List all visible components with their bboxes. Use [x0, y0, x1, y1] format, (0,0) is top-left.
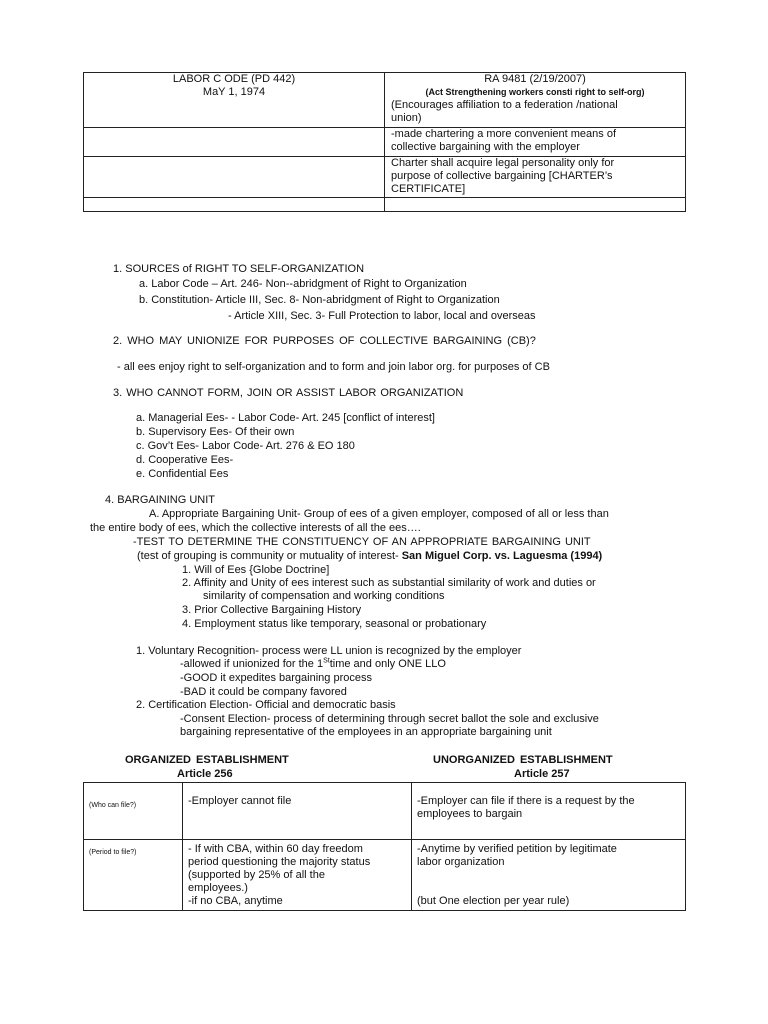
table-row: [84, 157, 686, 198]
section-2-heading: 2. WHO MAY UNIONIZE FOR PURPOSES OF COLLECTIVE BARGAINING (CB)?: [113, 335, 536, 347]
superscript: St: [323, 657, 330, 665]
section-4-definition: A. Appropriate Bargaining Unit- Group of ees of a given employer, composed of all or less than: [149, 508, 609, 520]
list-item: c. Gov’t Ees- Labor Code- Art. 276 & EO 180: [136, 440, 355, 452]
cell-text: -made chartering a more convenient means of: [391, 128, 617, 140]
certification-election: 2. Certification Election- Official and democratic basis: [136, 699, 396, 711]
table-cell: [385, 128, 686, 157]
table-cell: [385, 73, 686, 128]
case-citation: San Miguel Corp. vs. Laguesma (1994): [401, 550, 603, 562]
ra-subheader: (Act Strengthening workers consti right to self-org): [425, 87, 645, 97]
cell-text: period questioning the majority status: [188, 856, 371, 868]
list-item-cont: similarity of compensation and working conditions: [203, 590, 445, 602]
voluntary-good: -GOOD it expedites bargaining process: [180, 672, 372, 684]
table-row: [84, 783, 686, 840]
row-label: (Period to file?): [89, 849, 137, 856]
table-cell: [84, 840, 183, 911]
ra-note-cont: union): [391, 112, 422, 124]
cell-text: collective bargaining with the employer: [391, 141, 580, 153]
list-item: a. Managerial Ees- - Labor Code- Art. 245 [conflict of interest]: [136, 412, 435, 424]
section-1-item-b-cont: - Article XIII, Sec. 3- Full Protection to labor, local and overseas: [228, 310, 536, 322]
voluntary-note: [180, 658, 446, 670]
labor-code-date: MaY 1, 1974: [202, 86, 266, 98]
table-cell: [183, 783, 412, 840]
table-cell: [84, 157, 385, 198]
consent-election-cont: bargaining representative of the employees in an appropriate bargaining unit: [180, 726, 552, 738]
cell-text: -Employer cannot file: [188, 795, 292, 807]
organized-title: ORGANIZED ESTABLISHMENT: [125, 754, 289, 766]
cell-text: employees.): [188, 882, 248, 894]
table-row: [84, 128, 686, 157]
cell-text: purpose of collective bargaining [CHARTER’s: [391, 170, 613, 182]
table-cell: [412, 783, 686, 840]
table-cell: [84, 73, 385, 128]
list-item: d. Cooperative Ees-: [136, 454, 234, 466]
table-cell: [84, 198, 385, 212]
table-cell: [183, 840, 412, 911]
section-4-heading: 4. BARGAINING UNIT: [105, 494, 216, 506]
cell-text: - If with CBA, within 60 day freedom: [188, 843, 363, 855]
cell-text: Charter shall acquire legal personality only for: [391, 157, 615, 169]
test-note-text: (test of grouping is community or mutuality of interest-: [137, 550, 402, 562]
table-cell: [84, 783, 183, 840]
list-item: b. Supervisory Ees- Of their own: [136, 426, 295, 438]
section-1-heading: 1. SOURCES of RIGHT TO SELF-ORGANIZATION: [113, 263, 365, 275]
table-row: [84, 198, 686, 212]
note-text: time and only ONE LLO: [329, 658, 446, 670]
voluntary-recognition: 1. Voluntary Recognition- process were LL union is recognized by the employer: [136, 645, 522, 657]
test-heading: -TEST TO DETERMINE THE CONSTITUENCY OF AN APPROPRIATE BARGAINING UNIT: [133, 536, 591, 548]
comparison-table-charter: [83, 72, 686, 212]
consent-election: -Consent Election- process of determining through secret ballot the sole and exclusive: [180, 713, 599, 725]
section-4-definition-cont: the entire body of ees, which the collective interests of all the ees….: [90, 522, 421, 534]
list-item: 2. Affinity and Unity of ees interest such as substantial similarity of work and duties or: [182, 577, 596, 589]
section-1-item-a: a. Labor Code – Art. 246- Non--abridgment of Right to Organization: [139, 278, 467, 290]
table-cell: [84, 128, 385, 157]
cell-text: -if no CBA, anytime: [188, 895, 283, 907]
section-3-heading: 3. WHO CANNOT FORM, JOIN OR ASSIST LABOR ORGANIZATION: [113, 387, 464, 399]
labor-code-header: LABOR C ODE (PD 442): [172, 73, 296, 85]
note-text: -allowed if unionized for the 1: [180, 658, 324, 670]
list-item: e. Confidential Ees: [136, 468, 229, 480]
table-row: [84, 73, 686, 128]
cell-text: -Employer can file if there is a request by the: [417, 795, 635, 807]
ra-header: RA 9481 (2/19/2007): [484, 73, 586, 85]
unorganized-title: UNORGANIZED ESTABLISHMENT: [433, 754, 613, 766]
unorganized-article: Article 257: [514, 768, 570, 780]
table-cell: [385, 198, 686, 212]
cell-text: labor organization: [417, 856, 505, 868]
list-item: 4. Employment status like temporary, seasonal or probationary: [182, 618, 487, 630]
list-item: 1. Will of Ees {Globe Doctrine]: [182, 564, 330, 576]
table-row: [84, 840, 686, 911]
cell-text: -Anytime by verified petition by legitimate: [417, 843, 617, 855]
organized-article: Article 256: [177, 768, 233, 780]
row-label: (Who can file?): [89, 802, 137, 809]
cell-text: CERTIFICATE]: [391, 183, 466, 195]
cell-text: employees to bargain: [417, 808, 523, 820]
section-1-item-b: b. Constitution- Article III, Sec. 8- Non-abridgment of Right to Organization: [139, 294, 500, 306]
section-2-body: - all ees enjoy right to self-organization and to form and join labor org. for purposes of CB: [117, 361, 550, 373]
cell-text: (supported by 25% of all the: [188, 869, 325, 881]
table-cell: [385, 157, 686, 198]
ra-note: (Encourages affiliation to a federation /national: [391, 99, 618, 111]
cell-text: (but One election per year rule): [417, 895, 570, 907]
voluntary-bad: -BAD it could be company favored: [180, 686, 347, 698]
certification-election-table: [83, 782, 686, 911]
table-cell: [412, 840, 686, 911]
test-note: [137, 550, 602, 562]
list-item: 3. Prior Collective Bargaining History: [182, 604, 362, 616]
